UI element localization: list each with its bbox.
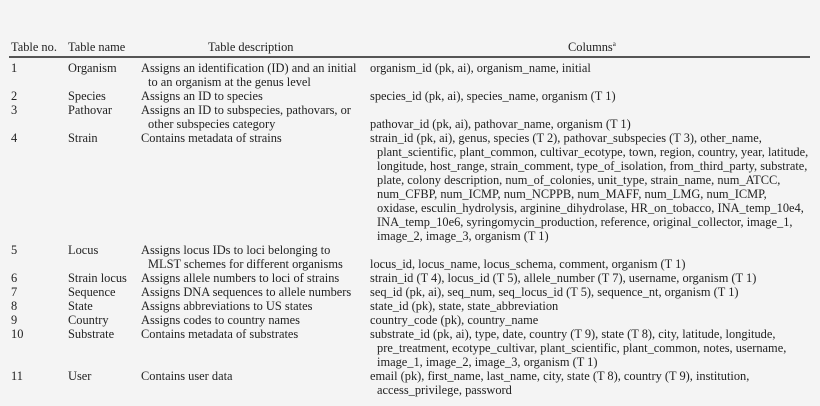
table-no-cell: 2 [11,89,18,103]
description-line: Contains metadata of substrates [141,327,299,341]
table-name-cell: State [68,299,93,313]
table-columns-cell [370,117,631,131]
table-no-cell: 4 [11,131,18,145]
table-name-cell: Country [68,313,109,327]
table-description-cell [141,131,282,145]
table-description-cell [141,369,233,383]
columns-line: organism_id (pk, ai), organism_name, initial [370,61,591,75]
table-description-cell [141,89,263,103]
description-line: Contains metadata of strains [141,131,282,145]
columns-line: oxidase, esculin_hydrolysis, arginine_dihydrolase, HR_on_tobacco, INA_temp_10e4, [377,201,804,215]
columns-line: state_id (pk), state, state_abbreviation [370,299,559,313]
description-line: Assigns an ID to species [141,89,263,103]
table-description-cell [141,285,351,299]
table-name-cell: Strain [68,131,98,145]
header-table-no: Table no. [11,40,57,54]
table-no-cell: 11 [11,369,23,383]
table-name-cell: Sequence [68,285,116,299]
table-columns-cell [370,327,786,369]
table-description-cell [141,271,339,285]
table-header-row [0,40,820,54]
columns-line: plant_scientific, plant_common, cultivar_ecotype, town, region, country, year, latitude, [377,145,809,159]
description-line: MLST schemes for different organisms [148,257,343,271]
table-columns-cell [370,89,616,103]
table-no-cell: 5 [11,243,18,257]
columns-line: access_privilege, password [377,383,512,397]
table-name-cell: Substrate [68,327,115,341]
table-description-cell [141,243,343,271]
table-columns-cell [370,257,685,271]
description-line: Assigns codes to country names [141,313,300,327]
description-line: other subspecies category [148,117,276,131]
description-line: Assigns locus IDs to loci belonging to [141,243,331,257]
table-no-cell: 1 [11,61,18,75]
table-description-cell [141,103,351,131]
table-name-cell: Strain locus [68,271,127,285]
description-line: Assigns allele numbers to loci of strains [141,271,340,285]
table-no-cell: 6 [11,271,18,285]
table-no-cell: 9 [11,313,18,327]
description-line: Assigns an ID to subspecies, pathovars, or [141,103,351,117]
table-no-cell: 8 [11,299,18,313]
table-no-cell: 10 [11,327,24,341]
columns-line: image_1, image_2, image_3, organism (T 1) [377,355,598,369]
table-description-cell [141,313,300,327]
table-name-cell: Pathovar [68,103,113,117]
description-line: to an organism at the genus level [148,75,311,89]
table-no-cell: 3 [11,103,18,117]
columns-line: num_CFBP, num_ICMP, num_NCPPB, num_MAFF, num_LMG, num_ICMP, [377,187,767,201]
description-line: Assigns abbreviations to US states [141,299,313,313]
columns-line: seq_id (pk, ai), seq_num, seq_locus_id (T 5), sequence_nt, organism (T 1) [370,285,739,299]
columns-line: INA_temp_10e6, syringomycin_production, reference, original_collector, image_1, [377,215,793,229]
table-description-cell [141,327,298,341]
table-description-cell [141,299,312,313]
header-rule [9,56,810,58]
table-name-cell: User [68,369,92,383]
columns-line: substrate_id (pk, ai), type, date, country (T 9), state (T 8), city, latitude, longitude, [370,327,776,341]
table-name-cell: Locus [68,243,99,257]
columns-line: email (pk), first_name, last_name, city, state (T 8), country (T 9), institution, [370,369,750,383]
table-columns-cell [370,285,739,299]
description-line: Assigns an identification (ID) and an initial [141,61,357,75]
columns-line: locus_id, locus_name, locus_schema, comment, organism (T 1) [370,257,686,271]
columns-line: plate, colony description, num_of_colonies, unit_type, strain_name, num_ATCC, [377,173,781,187]
table-columns-cell [370,369,749,397]
columns-line: country_code (pk), country_name [370,313,539,327]
table-name-cell: Species [68,89,106,103]
table-columns-cell [370,131,808,243]
table-columns-cell [370,299,558,313]
columns-line: pre_treatment, ecotype_cultivar, plant_scientific, plant_common, notes, username, [377,341,787,355]
footnote-marker: a [612,40,616,48]
header-columns-label: Columns [568,40,613,54]
table-columns-cell [370,271,756,285]
table-no-cell: 7 [11,285,18,299]
columns-line: pathovar_id (pk, ai), pathovar_name, organism (T 1) [370,117,631,131]
header-columns [568,40,616,54]
columns-line: strain_id (pk, ai), genus, species (T 2), pathovar_subspecies (T 3), other_name, [370,131,762,145]
description-line: Assigns DNA sequences to allele numbers [141,285,352,299]
header-table-name: Table name [68,40,126,54]
columns-line: species_id (pk, ai), species_name, organism (T 1) [370,89,616,103]
table-description-cell [141,61,356,89]
columns-line: strain_id (T 4), locus_id (T 5), allele_number (T 7), username, organism (T 1) [370,271,757,285]
columns-line: longitude, host_range, strain_comment, type_of_isolation, from_third_party, substrate, [377,159,808,173]
table-name-cell: Organism [68,61,117,75]
table-columns-cell [370,313,538,327]
description-line: Contains user data [141,369,233,383]
columns-line: image_2, image_3, organism (T 1) [377,229,549,243]
table-columns-cell [370,61,591,75]
header-table-description: Table description [208,40,294,54]
